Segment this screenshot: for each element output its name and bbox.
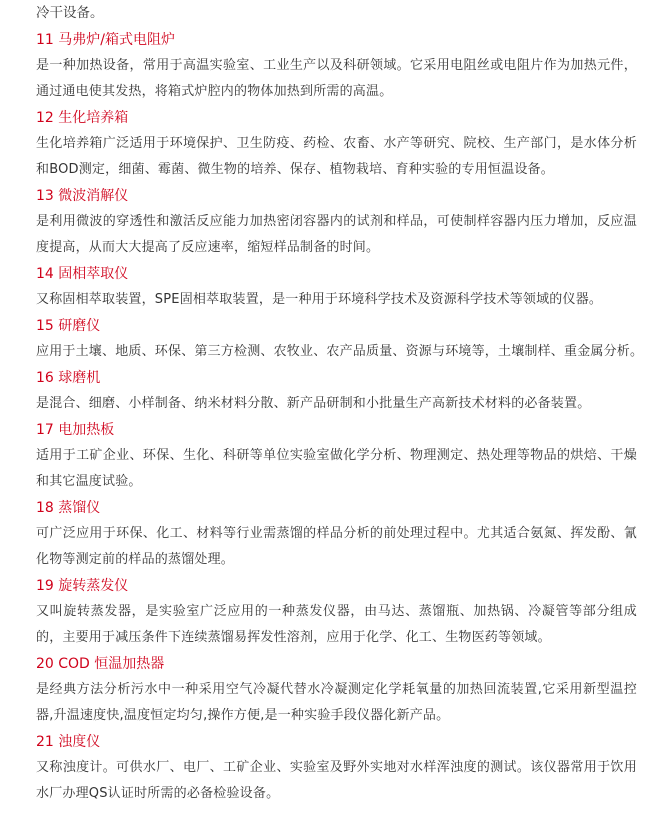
entry-title: 11 马弗炉/箱式电阻炉 — [36, 32, 175, 48]
entry-title: 12 生化培养箱 — [36, 110, 129, 126]
entry-16 — [36, 365, 637, 417]
entry-13 — [36, 183, 637, 261]
entry-description: 可广泛应用于环保、化工、材料等行业需蒸馏的样品分析的前处理过程中。尤其适合氨氮、挥发酚、氰化物等测定前的样品的蒸馏处理。 — [36, 526, 637, 567]
entry-title: 14 固相萃取仪 — [36, 266, 129, 282]
intro-text: 冷干设备。 — [36, 5, 104, 21]
entry-20 — [36, 651, 637, 729]
entry-title: 16 球磨机 — [36, 370, 101, 386]
entry-17 — [36, 417, 637, 495]
entry-title: 13 微波消解仪 — [36, 188, 129, 204]
entry-12 — [36, 105, 637, 183]
entry-description: 生化培养箱广泛适用于环境保护、卫生防疫、药检、农畜、水产等研究、院校、生产部门，是水体分析和BOD测定，细菌、霉菌、微生物的培养、保存、植物栽培、育种实验的专用恒温设备。 — [36, 136, 637, 177]
entry-description: 又称固相萃取装置，SPE固相萃取装置，是一种用于环境科学技术及资源科学技术等领域的仪器。 — [36, 292, 603, 307]
entry-description: 应用于土壤、地质、环保、第三方检测、农牧业、农产品质量、资源与环境等，土壤制样、重金属分析。 — [36, 344, 644, 359]
entry-21 — [36, 729, 637, 807]
entry-15 — [36, 313, 644, 365]
entry-title: 15 研磨仪 — [36, 318, 101, 334]
entry-title: 19 旋转蒸发仪 — [36, 578, 129, 594]
entry-title: 17 电加热板 — [36, 422, 115, 438]
entry-description: 又叫旋转蒸发器，是实验室广泛应用的一种蒸发仪器，由马达、蒸馏瓶、加热锅、冷凝管等部分组成的，主要用于减压条件下连续蒸馏易挥发性溶剂，应用于化学、化工、生物医药等领域。 — [36, 604, 637, 645]
entry-14 — [36, 261, 637, 313]
entry-18 — [36, 495, 637, 573]
entry-description: 是利用微波的穿透性和激活反应能力加热密闭容器内的试剂和样品，可使制样容器内压力增加，反应温度提高，从而大大提高了反应速率，缩短样品制备的时间。 — [36, 214, 637, 255]
entry-description: 是混合、细磨、小样制备、纳米材料分散、新产品研制和小批量生产高新技术材料的必备装置。 — [36, 396, 591, 411]
entry-title: 18 蒸馏仪 — [36, 500, 101, 516]
entry-description: 又称浊度计。可供水厂、电厂、工矿企业、实验室及野外实地对水样浑浊度的测试。该仪器常用于饮用水厂办理QS认证时所需的必备检验设备。 — [36, 760, 637, 801]
entry-title: 21 浊度仪 — [36, 734, 101, 750]
entry-title: 20 COD 恒温加热器 — [36, 656, 165, 672]
entry-description: 适用于工矿企业、环保、生化、科研等单位实验室做化学分析、物理测定、热处理等物品的烘焙、干燥和其它温度试验。 — [36, 448, 637, 489]
entry-description: 是经典方法分析污水中一种采用空气冷凝代替水冷凝测定化学耗氧量的加热回流装置,它采用新型温控器,升温速度快,温度恒定均匀,操作方便,是一种实验手段仪器化新产品。 — [36, 682, 637, 723]
entry-description: 是一种加热设备，常用于高温实验室、工业生产以及科研领域。它采用电阻丝或电阻片作为加热元件，通过通电使其发热，将箱式炉腔内的物体加热到所需的高温。 — [36, 58, 637, 99]
entry-11 — [36, 27, 637, 105]
entry-19 — [36, 573, 637, 651]
